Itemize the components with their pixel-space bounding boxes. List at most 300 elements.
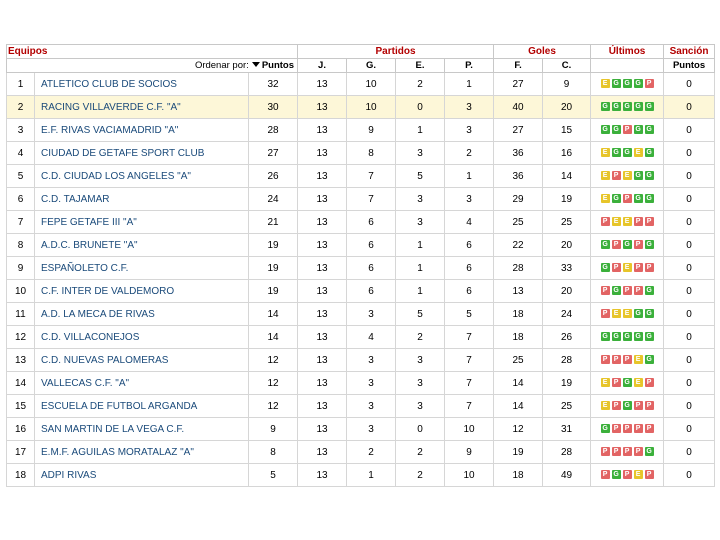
- position-cell: 10: [7, 280, 35, 303]
- stat-j-cell: 13: [298, 303, 347, 326]
- sancion-cell: 0: [664, 73, 715, 96]
- stat-c-cell: 20: [543, 234, 591, 257]
- stat-g-cell: 9: [347, 119, 396, 142]
- stat-g-cell: 6: [347, 280, 396, 303]
- stat-g-cell: 8: [347, 142, 396, 165]
- result-badge: E: [634, 378, 643, 387]
- stat-c-cell: 20: [543, 280, 591, 303]
- standings-table: [6, 44, 715, 487]
- stat-e-cell: 3: [396, 395, 445, 418]
- sancion-cell: 0: [664, 303, 715, 326]
- position-cell: 17: [7, 441, 35, 464]
- result-badge: G: [602, 333, 608, 341]
- stat-e-cell: 1: [396, 119, 445, 142]
- points-cell: 26: [249, 165, 298, 188]
- result-badge: G: [635, 310, 641, 318]
- stat-p-cell: 6: [445, 280, 494, 303]
- stat-j-cell: 13: [298, 257, 347, 280]
- stat-c-cell: 33: [543, 257, 591, 280]
- table-row: [7, 96, 715, 119]
- stat-p-cell: 3: [445, 96, 494, 119]
- table-row: [7, 280, 715, 303]
- stat-f-cell: 25: [494, 211, 543, 234]
- result-badge: P: [645, 217, 654, 226]
- stat-p-cell: 5: [445, 303, 494, 326]
- sancion-header: Sanción: [664, 45, 715, 59]
- last-results-cell: [591, 441, 664, 464]
- ultimos-header: Últimos: [591, 45, 664, 59]
- result-badge: P: [612, 447, 621, 456]
- sancion-cell: 0: [664, 119, 715, 142]
- stat-e-cell: 3: [396, 188, 445, 211]
- result-badge: E: [623, 171, 632, 180]
- result-badge: P: [634, 240, 643, 249]
- stat-e-cell: 2: [396, 441, 445, 464]
- last-results-cell: [591, 142, 664, 165]
- table-row: [7, 441, 715, 464]
- last-results-cell: [591, 372, 664, 395]
- sancion-cell: 0: [664, 349, 715, 372]
- result-badge: E: [601, 194, 610, 203]
- stat-g-cell: 7: [347, 188, 396, 211]
- col-j-header: J.: [298, 59, 347, 73]
- stat-j-cell: 13: [298, 165, 347, 188]
- standings-container: [6, 44, 714, 487]
- stat-c-cell: 25: [543, 395, 591, 418]
- points-cell: 12: [249, 349, 298, 372]
- stat-j-cell: 13: [298, 211, 347, 234]
- stat-j-cell: 13: [298, 234, 347, 257]
- stat-g-cell: 6: [347, 234, 396, 257]
- sancion-cell: 0: [664, 165, 715, 188]
- col-sancion-puntos-header: Puntos: [664, 59, 715, 73]
- result-badge: E: [623, 263, 632, 272]
- stat-c-cell: 20: [543, 96, 591, 119]
- result-badge: G: [602, 103, 608, 111]
- result-badge: G: [613, 287, 619, 295]
- result-badge: G: [613, 333, 619, 341]
- result-badge: G: [624, 241, 630, 249]
- result-badge: P: [645, 263, 654, 272]
- result-badge: P: [612, 424, 621, 433]
- sancion-cell: 0: [664, 441, 715, 464]
- result-badge: P: [634, 401, 643, 410]
- stat-f-cell: 36: [494, 142, 543, 165]
- result-badge: P: [645, 401, 654, 410]
- stat-p-cell: 6: [445, 234, 494, 257]
- table-row: [7, 464, 715, 487]
- team-name-link[interactable]: ATLETICO CLUB DE SOCIOS: [35, 73, 249, 96]
- result-badge: P: [601, 286, 610, 295]
- position-cell: 2: [7, 96, 35, 119]
- result-badge: G: [624, 333, 630, 341]
- stat-p-cell: 10: [445, 464, 494, 487]
- stat-c-cell: 26: [543, 326, 591, 349]
- stat-g-cell: 3: [347, 395, 396, 418]
- stat-c-cell: 9: [543, 73, 591, 96]
- result-badge: G: [646, 103, 652, 111]
- position-cell: 5: [7, 165, 35, 188]
- stat-p-cell: 2: [445, 142, 494, 165]
- stat-e-cell: 3: [396, 142, 445, 165]
- last-results-cell: [591, 303, 664, 326]
- stat-c-cell: 24: [543, 303, 591, 326]
- team-name-link[interactable]: ADPI RIVAS: [35, 464, 249, 487]
- position-cell: 12: [7, 326, 35, 349]
- result-badge: P: [634, 447, 643, 456]
- last-results-cell: [591, 464, 664, 487]
- stat-g-cell: 10: [347, 96, 396, 119]
- stat-e-cell: 3: [396, 372, 445, 395]
- sancion-cell: 0: [664, 372, 715, 395]
- result-badge: P: [612, 240, 621, 249]
- stat-e-cell: 1: [396, 234, 445, 257]
- result-badge: P: [601, 447, 610, 456]
- stat-f-cell: 25: [494, 349, 543, 372]
- result-badge: G: [646, 241, 652, 249]
- points-cell: 28: [249, 119, 298, 142]
- team-name-link[interactable]: A.D. LA MECA DE RIVAS: [35, 303, 249, 326]
- sancion-cell: 0: [664, 395, 715, 418]
- result-badge: P: [623, 355, 632, 364]
- result-badge: P: [623, 424, 632, 433]
- result-badge: P: [634, 217, 643, 226]
- result-badge: G: [602, 241, 608, 249]
- team-name-link[interactable]: C.F. INTER DE VALDEMORO: [35, 280, 249, 303]
- stat-g-cell: 6: [347, 257, 396, 280]
- position-cell: 6: [7, 188, 35, 211]
- stat-g-cell: 1: [347, 464, 396, 487]
- stat-c-cell: 14: [543, 165, 591, 188]
- sancion-cell: 0: [664, 211, 715, 234]
- points-cell: 30: [249, 96, 298, 119]
- team-name-link[interactable]: C.D. VILLACONEJOS: [35, 326, 249, 349]
- last-results-cell: [591, 119, 664, 142]
- position-cell: 14: [7, 372, 35, 395]
- result-badge: E: [612, 309, 621, 318]
- stat-e-cell: 1: [396, 280, 445, 303]
- col-g-header: G.: [347, 59, 396, 73]
- stat-g-cell: 3: [347, 349, 396, 372]
- result-badge: G: [613, 149, 619, 157]
- stat-g-cell: 3: [347, 372, 396, 395]
- result-badge: G: [613, 80, 619, 88]
- points-cell: 9: [249, 418, 298, 441]
- team-name-link[interactable]: C.D. TAJAMAR: [35, 188, 249, 211]
- table-row: [7, 395, 715, 418]
- table-row: [7, 119, 715, 142]
- stat-j-cell: 13: [298, 418, 347, 441]
- stat-p-cell: 1: [445, 165, 494, 188]
- stat-f-cell: 40: [494, 96, 543, 119]
- stat-f-cell: 27: [494, 73, 543, 96]
- last-results-cell: [591, 234, 664, 257]
- result-badge: P: [601, 470, 610, 479]
- result-badge: P: [612, 378, 621, 387]
- result-badge: G: [635, 126, 641, 134]
- result-badge: G: [624, 149, 630, 157]
- team-name-link[interactable]: A.D.C. BRUNETE "A": [35, 234, 249, 257]
- stat-c-cell: 49: [543, 464, 591, 487]
- points-cell: 19: [249, 257, 298, 280]
- position-cell: 18: [7, 464, 35, 487]
- sancion-cell: 0: [664, 188, 715, 211]
- points-cell: 12: [249, 395, 298, 418]
- result-badge: P: [623, 286, 632, 295]
- result-badge: G: [624, 80, 630, 88]
- stat-p-cell: 3: [445, 119, 494, 142]
- sancion-cell: 0: [664, 234, 715, 257]
- result-badge: P: [634, 263, 643, 272]
- points-cell: 19: [249, 280, 298, 303]
- table-row: [7, 372, 715, 395]
- team-name-link[interactable]: ESCUELA DE FUTBOL ARGANDA: [35, 395, 249, 418]
- result-badge: G: [602, 264, 608, 272]
- stat-g-cell: 4: [347, 326, 396, 349]
- team-name-link[interactable]: E.M.F. AGUILAS MORATALAZ "A": [35, 441, 249, 464]
- goles-header: Goles: [494, 45, 591, 59]
- result-badge: P: [612, 263, 621, 272]
- stat-c-cell: 19: [543, 372, 591, 395]
- points-cell: 14: [249, 326, 298, 349]
- sancion-cell: 0: [664, 96, 715, 119]
- stat-e-cell: 2: [396, 326, 445, 349]
- stat-f-cell: 36: [494, 165, 543, 188]
- team-name-link[interactable]: C.D. CIUDAD LOS ANGELES "A": [35, 165, 249, 188]
- stat-j-cell: 13: [298, 280, 347, 303]
- col-ultimos-blank: [591, 59, 664, 73]
- result-badge: P: [645, 378, 654, 387]
- stat-c-cell: 16: [543, 142, 591, 165]
- stat-g-cell: 3: [347, 418, 396, 441]
- stat-c-cell: 15: [543, 119, 591, 142]
- stat-e-cell: 2: [396, 73, 445, 96]
- stat-j-cell: 13: [298, 464, 347, 487]
- result-badge: P: [623, 194, 632, 203]
- stat-e-cell: 5: [396, 165, 445, 188]
- stat-j-cell: 13: [298, 188, 347, 211]
- last-results-cell: [591, 257, 664, 280]
- result-badge: G: [602, 425, 608, 433]
- result-badge: E: [623, 309, 632, 318]
- result-badge: G: [646, 126, 652, 134]
- stat-e-cell: 1: [396, 257, 445, 280]
- team-name-link[interactable]: ESPAÑOLETO C.F.: [35, 257, 249, 280]
- points-cell: 14: [249, 303, 298, 326]
- result-badge: G: [646, 195, 652, 203]
- points-cell: 5: [249, 464, 298, 487]
- result-badge: G: [635, 195, 641, 203]
- team-name-link[interactable]: CIUDAD DE GETAFE SPORT CLUB: [35, 142, 249, 165]
- result-badge: G: [646, 172, 652, 180]
- team-name-link[interactable]: FEPE GETAFE III "A": [35, 211, 249, 234]
- sort-control[interactable]: [7, 59, 298, 73]
- table-row: [7, 257, 715, 280]
- points-cell: 27: [249, 142, 298, 165]
- result-badge: P: [634, 424, 643, 433]
- last-results-cell: [591, 280, 664, 303]
- result-badge: P: [623, 125, 632, 134]
- table-row: [7, 142, 715, 165]
- sancion-cell: 0: [664, 257, 715, 280]
- result-badge: P: [601, 217, 610, 226]
- result-badge: P: [612, 171, 621, 180]
- stat-p-cell: 10: [445, 418, 494, 441]
- result-badge: E: [634, 148, 643, 157]
- result-badge: G: [646, 333, 652, 341]
- position-cell: 3: [7, 119, 35, 142]
- result-badge: P: [645, 424, 654, 433]
- position-cell: 9: [7, 257, 35, 280]
- result-badge: P: [645, 79, 654, 88]
- stat-f-cell: 18: [494, 464, 543, 487]
- result-badge: E: [634, 470, 643, 479]
- result-badge: G: [635, 103, 641, 111]
- stat-f-cell: 29: [494, 188, 543, 211]
- points-cell: 19: [249, 234, 298, 257]
- position-cell: 11: [7, 303, 35, 326]
- col-p-header: P.: [445, 59, 494, 73]
- stat-p-cell: 4: [445, 211, 494, 234]
- position-cell: 4: [7, 142, 35, 165]
- result-badge: G: [613, 126, 619, 134]
- result-badge: P: [634, 286, 643, 295]
- col-c-header: C.: [543, 59, 591, 73]
- result-badge: G: [635, 172, 641, 180]
- table-row: [7, 418, 715, 441]
- stat-p-cell: 6: [445, 257, 494, 280]
- stat-p-cell: 9: [445, 441, 494, 464]
- stat-f-cell: 14: [494, 395, 543, 418]
- sancion-cell: 0: [664, 280, 715, 303]
- stat-c-cell: 25: [543, 211, 591, 234]
- result-badge: E: [634, 355, 643, 364]
- result-badge: G: [624, 379, 630, 387]
- team-name-link[interactable]: VALLECAS C.F. "A": [35, 372, 249, 395]
- col-e-header: E.: [396, 59, 445, 73]
- stat-e-cell: 3: [396, 349, 445, 372]
- table-row: [7, 326, 715, 349]
- table-row: [7, 234, 715, 257]
- last-results-cell: [591, 395, 664, 418]
- position-cell: 1: [7, 73, 35, 96]
- points-cell: 12: [249, 372, 298, 395]
- result-badge: P: [623, 470, 632, 479]
- points-cell: 8: [249, 441, 298, 464]
- sancion-cell: 0: [664, 418, 715, 441]
- result-badge: G: [624, 103, 630, 111]
- result-badge: P: [612, 355, 621, 364]
- stat-g-cell: 2: [347, 441, 396, 464]
- result-badge: P: [645, 470, 654, 479]
- position-cell: 8: [7, 234, 35, 257]
- points-cell: 24: [249, 188, 298, 211]
- stat-p-cell: 3: [445, 188, 494, 211]
- stat-f-cell: 18: [494, 326, 543, 349]
- result-badge: E: [601, 171, 610, 180]
- position-cell: 13: [7, 349, 35, 372]
- sort-selected-value[interactable]: Puntos: [261, 60, 295, 71]
- team-name-link[interactable]: SAN MARTIN DE LA VEGA C.F.: [35, 418, 249, 441]
- position-cell: 7: [7, 211, 35, 234]
- sort-label: Ordenar por:: [194, 60, 249, 71]
- stat-f-cell: 12: [494, 418, 543, 441]
- sort-dropdown-icon[interactable]: [252, 62, 260, 67]
- last-results-cell: [591, 73, 664, 96]
- result-badge: E: [623, 217, 632, 226]
- team-name-link[interactable]: RACING VILLAVERDE C.F. "A": [35, 96, 249, 119]
- sancion-cell: 0: [664, 326, 715, 349]
- stat-f-cell: 19: [494, 441, 543, 464]
- sancion-cell: 0: [664, 142, 715, 165]
- stat-e-cell: 2: [396, 464, 445, 487]
- table-row: [7, 165, 715, 188]
- position-cell: 16: [7, 418, 35, 441]
- stat-e-cell: 0: [396, 418, 445, 441]
- result-badge: G: [646, 448, 652, 456]
- stat-f-cell: 22: [494, 234, 543, 257]
- stat-e-cell: 3: [396, 211, 445, 234]
- header-row-groups: [7, 45, 715, 59]
- col-f-header: F.: [494, 59, 543, 73]
- last-results-cell: [591, 326, 664, 349]
- stat-c-cell: 28: [543, 349, 591, 372]
- last-results-cell: [591, 211, 664, 234]
- team-name-link[interactable]: E.F. RIVAS VACIAMADRID "A": [35, 119, 249, 142]
- stat-p-cell: 1: [445, 73, 494, 96]
- result-badge: G: [646, 149, 652, 157]
- result-badge: E: [612, 217, 621, 226]
- stat-e-cell: 0: [396, 96, 445, 119]
- position-cell: 15: [7, 395, 35, 418]
- stat-p-cell: 7: [445, 326, 494, 349]
- result-badge: E: [601, 401, 610, 410]
- team-name-link[interactable]: C.D. NUEVAS PALOMERAS: [35, 349, 249, 372]
- result-badge: G: [635, 333, 641, 341]
- table-row: [7, 303, 715, 326]
- result-badge: P: [612, 401, 621, 410]
- result-badge: E: [601, 79, 610, 88]
- points-cell: 21: [249, 211, 298, 234]
- table-row: [7, 211, 715, 234]
- result-badge: G: [646, 310, 652, 318]
- result-badge: P: [623, 447, 632, 456]
- stat-p-cell: 7: [445, 372, 494, 395]
- stat-e-cell: 5: [396, 303, 445, 326]
- table-row: [7, 349, 715, 372]
- stat-f-cell: 13: [494, 280, 543, 303]
- result-badge: E: [601, 148, 610, 157]
- stat-f-cell: 18: [494, 303, 543, 326]
- last-results-cell: [591, 418, 664, 441]
- stat-j-cell: 13: [298, 73, 347, 96]
- stat-j-cell: 13: [298, 326, 347, 349]
- header-row-columns: [7, 59, 715, 73]
- stat-g-cell: 3: [347, 303, 396, 326]
- result-badge: E: [601, 378, 610, 387]
- result-badge: G: [613, 103, 619, 111]
- stat-j-cell: 13: [298, 372, 347, 395]
- last-results-cell: [591, 165, 664, 188]
- stat-f-cell: 14: [494, 372, 543, 395]
- stat-c-cell: 28: [543, 441, 591, 464]
- stat-f-cell: 28: [494, 257, 543, 280]
- result-badge: G: [646, 287, 652, 295]
- last-results-cell: [591, 349, 664, 372]
- result-badge: G: [646, 356, 652, 364]
- stat-c-cell: 19: [543, 188, 591, 211]
- stat-g-cell: 10: [347, 73, 396, 96]
